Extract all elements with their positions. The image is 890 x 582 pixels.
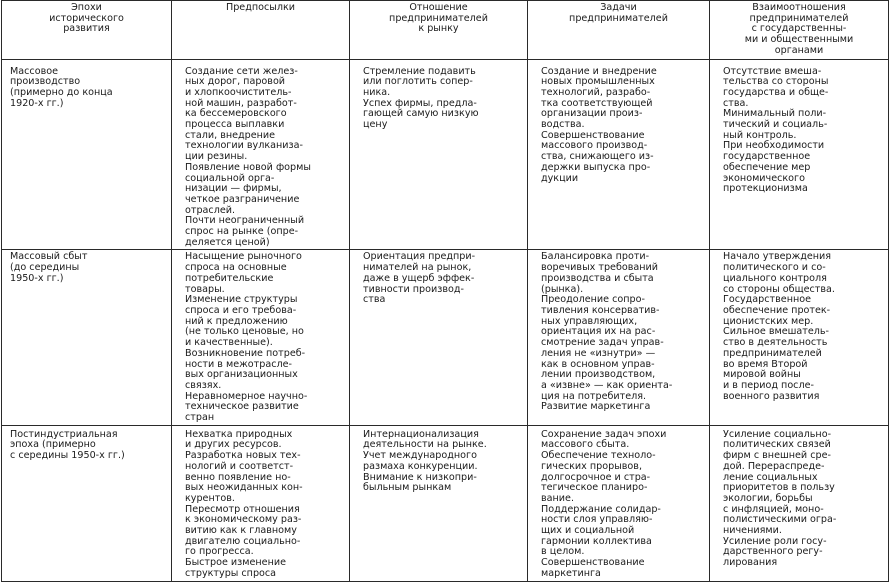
cell-text-line: с середины 1950-х гг.) (10, 450, 125, 462)
cell-tasks (528, 250, 710, 425)
cell-text-line: политического и со- (723, 262, 826, 274)
cell-text-line: 1920-х гг.) (10, 97, 64, 109)
cell-text-line: ция на потребителя. (541, 390, 647, 402)
cell-text-line: эпоха (примерно (10, 439, 96, 451)
cell-text-line: водства. (541, 119, 585, 131)
cell-attitude (350, 250, 528, 425)
cell-text-line: быльным рынкам (363, 482, 452, 494)
cell-text-line: товары. (185, 283, 225, 295)
cell-text-line: смотрение задач управ- (541, 337, 664, 349)
cell-text-line: предпринимателей (723, 347, 822, 359)
table-row (2, 59, 889, 250)
cell-prerequisites (172, 250, 350, 425)
cell-text-line: или поглотить сопер- (363, 76, 473, 88)
cell-text-line: в целом. (541, 546, 585, 558)
cell-text-line: государства и обще- (723, 86, 829, 98)
cell-text-line: го прогресса. (185, 546, 254, 558)
cell-text-line: гармонии коллектива (541, 535, 652, 547)
cell-text-line: (не только ценовые, но (185, 326, 304, 338)
cell-text-line: Постиндустриальная (10, 428, 118, 440)
cell-text-line: (примерно до конца (10, 86, 113, 98)
header-prerequisites (172, 1, 350, 60)
cell-text-line: ориентация их на рас- (541, 326, 656, 338)
cell-tasks (528, 425, 710, 581)
cell-text-line: Насыщение рыночного (185, 251, 302, 263)
cell-text-line: Минимальный поли- (723, 108, 827, 120)
cell-text-line: даже в ущерб эффек- (363, 272, 475, 284)
cell-epoch (2, 250, 172, 425)
table-row (2, 250, 889, 425)
cell-text-line: низации — фирмы, (185, 183, 282, 195)
cell-text-line: потребительские (185, 272, 274, 284)
cell-text-line: вых неожиданных кон- (185, 482, 303, 494)
cell-text-line: и качественные). (185, 337, 273, 349)
cell-text-line: нимателей на рынок, (363, 262, 472, 274)
cell-text-line: экологии, борьбы (723, 492, 813, 504)
cell-text-line: Быстрое изменение (185, 557, 286, 569)
cell-text-line: Совершенствование (541, 129, 645, 141)
table-row (2, 425, 889, 581)
cell-tasks (528, 59, 710, 250)
cell-text-line: двигателю социально- (185, 535, 301, 547)
cell-text-line: тивности производ- (363, 283, 464, 295)
cell-text-line: маркетинга (541, 567, 601, 579)
header-text-line: предпринимателей (389, 12, 488, 24)
cell-text-line: к экономическому раз- (185, 514, 302, 526)
cell-text-line: циального контроля (723, 272, 827, 284)
cell-relations (710, 59, 889, 250)
header-relations-with-state (710, 1, 889, 60)
cell-text-line: дой. Перераспреде- (723, 460, 825, 472)
cell-text-line: 1950-х гг.) (10, 272, 64, 284)
cell-text-line: Разработка новых тех- (185, 450, 301, 462)
cell-text-line: организации произ- (541, 108, 643, 120)
cell-text-line: лирования (723, 557, 778, 569)
cell-text-line: вание. (541, 492, 574, 504)
cell-relations (710, 250, 889, 425)
cell-text-line: тивления консерватив- (541, 304, 660, 316)
cell-text-line: Усиление социально- (723, 428, 832, 440)
cell-text-line: ных дорог, паровой (185, 76, 286, 88)
cell-text-line: со стороны общества. (723, 283, 835, 295)
cell-text-line: Изменение структуры (185, 294, 298, 306)
cell-text-line: воречивых требований (541, 262, 659, 274)
cell-text-line: четкое разграничение (185, 193, 300, 205)
cell-prerequisites (172, 425, 350, 581)
cell-text-line: гических прорывов, (541, 460, 643, 472)
cell-text-line: стали, внедрение (185, 129, 276, 141)
header-text-line: Задачи (600, 2, 637, 13)
header-text-line: развития (63, 23, 110, 35)
cell-text-line: тка соответствующей (541, 97, 653, 109)
cell-text-line: ления не «изнутри» — (541, 347, 656, 359)
cell-text-line: тегическое планиро- (541, 482, 648, 494)
cell-text-line: и других ресурсов. (185, 439, 282, 451)
cell-text-line: гающей самую низкую (363, 108, 479, 120)
cell-text-line: Пересмотр отношения (185, 503, 300, 515)
cell-text-line: и хлопкоочиститель- (185, 86, 292, 98)
cell-text-line: Создание и внедрение (541, 65, 657, 77)
cell-text-line: приоритетов в пользу (723, 482, 835, 494)
cell-text-line: При необходимости (723, 140, 825, 152)
cell-text-line: Создание сети желез- (185, 65, 298, 77)
cell-text-line: политических связей (723, 439, 831, 451)
cell-text-line: ничениями. (723, 525, 782, 537)
cell-text-line: Нехватка природных (185, 428, 293, 440)
cell-text-line: Учет международного (363, 450, 477, 462)
cell-text-line: Сильное вмешатель- (723, 326, 830, 338)
cell-text-line: Развитие маркетинга (541, 401, 651, 413)
cell-text-line: технологии вулканиза- (185, 140, 303, 152)
cell-text-line: Сохранение задач эпохи (541, 428, 667, 440)
cell-text-line: ства, снижающего из- (541, 151, 654, 163)
header-text-line: органами (774, 44, 824, 56)
cell-text-line: массового сбыта. (541, 439, 630, 451)
header-text-line: Предпосылки (226, 2, 295, 13)
cell-text-line: техническое развитие (185, 401, 299, 413)
cell-relations (710, 425, 889, 581)
cell-text-line: во время Второй (723, 358, 808, 370)
cell-text-line: ства. (723, 97, 749, 109)
cell-text-line: экономического (723, 172, 805, 184)
header-epoch (2, 1, 172, 60)
cell-text-line: спроса и его требова- (185, 304, 297, 316)
cell-text-line: массового производ- (541, 140, 648, 152)
cell-text-line: дарственного регу- (723, 546, 823, 558)
cell-text-line: Появление новой формы (185, 161, 311, 173)
cell-text-line: протекционизма (723, 183, 808, 195)
cell-text-line: как в основном управ- (541, 358, 655, 370)
header-text-line: Эпохи (71, 2, 102, 13)
cell-text-line: стран (185, 412, 215, 424)
cell-epoch (2, 59, 172, 250)
cell-text-line: Начало утверждения (723, 251, 832, 263)
cell-text-line: венно появление но- (185, 471, 291, 483)
cell-text-line: спрос на рынке (опре- (185, 226, 299, 238)
cell-text-line: связях. (185, 379, 222, 391)
cell-text-line: деятельности на рынке. (363, 439, 487, 451)
cell-text-line: ства (363, 294, 386, 306)
header-entrepreneur-tasks (528, 1, 710, 60)
cell-text-line: цену (363, 119, 388, 131)
header-text-line: исторического (49, 12, 124, 24)
cell-text-line: дукции (541, 172, 579, 184)
cell-text-line: лении производством, (541, 369, 656, 381)
cell-text-line: производство (10, 76, 81, 88)
cell-text-line: мировой войны (723, 369, 801, 381)
cell-text-line: ный контроль. (723, 129, 797, 141)
cell-text-line: и в период после- (723, 379, 814, 391)
cell-text-line: тельства со стороны (723, 76, 829, 88)
cell-text-line: Стремление подавить (363, 65, 476, 77)
cell-text-line: Преодоление сопро- (541, 294, 645, 306)
cell-text-line: вых организационных (185, 369, 298, 381)
cell-text-line: Обеспечение техноло- (541, 450, 656, 462)
cell-text-line: Усиление роли госу- (723, 535, 827, 547)
cell-text-line: Балансировка проти- (541, 251, 650, 263)
header-text-line: ми и общественными (744, 34, 854, 46)
cell-text-line: Интернационализация (363, 428, 479, 440)
cell-text-line: обеспечение мер (723, 161, 811, 173)
header-text-line: к рынку (418, 23, 459, 35)
epochs-comparison-table (1, 0, 889, 582)
cell-text-line: (рынка). (541, 283, 584, 295)
cell-text-line: витию как к главному (185, 525, 297, 537)
header-attitude-to-market (350, 1, 528, 60)
cell-text-line: структуры спроса (185, 567, 277, 579)
cell-text-line: Государственное (723, 294, 812, 306)
cell-text-line: Совершенствование (541, 557, 645, 569)
cell-text-line: ка бессемеровского (185, 108, 287, 120)
cell-text-line: спроса на основные (185, 262, 287, 274)
cell-text-line: ности в межотрасле- (185, 358, 292, 370)
cell-epoch (2, 425, 172, 581)
cell-text-line: ника. (363, 86, 391, 98)
cell-text-line: с инфляцией, моно- (723, 503, 824, 515)
cell-text-line: технологий, разрабо- (541, 86, 651, 98)
cell-attitude (350, 425, 528, 581)
cell-text-line: государственное (723, 151, 811, 163)
header-text-line: Взаимоотношения (752, 2, 846, 13)
cell-text-line: фирм с внешней сре- (723, 450, 831, 462)
cell-text-line: обеспечение протек- (723, 304, 831, 316)
cell-text-line: Массовое (10, 65, 59, 77)
cell-text-line: нологий и соответст- (185, 460, 294, 472)
cell-prerequisites (172, 59, 350, 250)
header-text-line: предпринимателей (749, 12, 849, 24)
cell-attitude (350, 59, 528, 250)
header-text-line: с государственны- (751, 23, 847, 35)
cell-text-line: а «извне» — как ориента- (541, 379, 673, 391)
cell-text-line: ных управляющих, (541, 315, 638, 327)
cell-text-line: ционистских мер. (723, 315, 814, 327)
cell-text-line: Неравномерное научно- (185, 390, 308, 402)
cell-text-line: Ориентация предпри- (363, 251, 476, 263)
table-header-row (2, 1, 889, 60)
cell-text-line: Возникновение потреб- (185, 347, 306, 359)
cell-text-line: ление социальных (723, 471, 818, 483)
cell-text-line: Отсутствие вмеша- (723, 65, 822, 77)
cell-text-line: Поддержание солидар- (541, 503, 661, 515)
cell-text-line: Внимание к низкопри- (363, 471, 477, 483)
cell-text-line: Успех фирмы, предла- (363, 97, 477, 109)
cell-text-line: социальной орга- (185, 172, 275, 184)
cell-text-line: ной машин, разработ- (185, 97, 297, 109)
header-text-line: Отношение (409, 2, 468, 13)
header-text-line: предпринимателей (569, 12, 668, 24)
cell-text-line: отраслей. (185, 204, 236, 216)
cell-text-line: процесса выплавки (185, 119, 285, 131)
cell-text-line: размаха конкуренции. (363, 460, 478, 472)
cell-text-line: курентов. (185, 492, 235, 504)
cell-text-line: производства и сбыта (541, 272, 654, 284)
cell-text-line: ции резины. (185, 151, 248, 163)
cell-text-line: полистическими огра- (723, 514, 837, 526)
cell-text-line: держки выпуска про- (541, 161, 651, 173)
cell-text-line: тический и социаль- (723, 119, 828, 131)
cell-text-line: долгосрочное и стра- (541, 471, 651, 483)
cell-text-line: военного развития (723, 390, 820, 402)
cell-text-line: Почти неограниченный (185, 215, 305, 227)
cell-text-line: ний к предложению (185, 315, 288, 327)
cell-text-line: ности слоя управляю- (541, 514, 653, 526)
cell-text-line: щих и социальной (541, 525, 635, 537)
cell-text-line: Массовый сбыт (10, 251, 88, 263)
cell-text-line: новых промышленных (541, 76, 655, 88)
cell-text-line: деляется ценой) (185, 236, 270, 248)
cell-text-line: (до середины (10, 262, 80, 274)
cell-text-line: ство в деятельность (723, 337, 828, 349)
